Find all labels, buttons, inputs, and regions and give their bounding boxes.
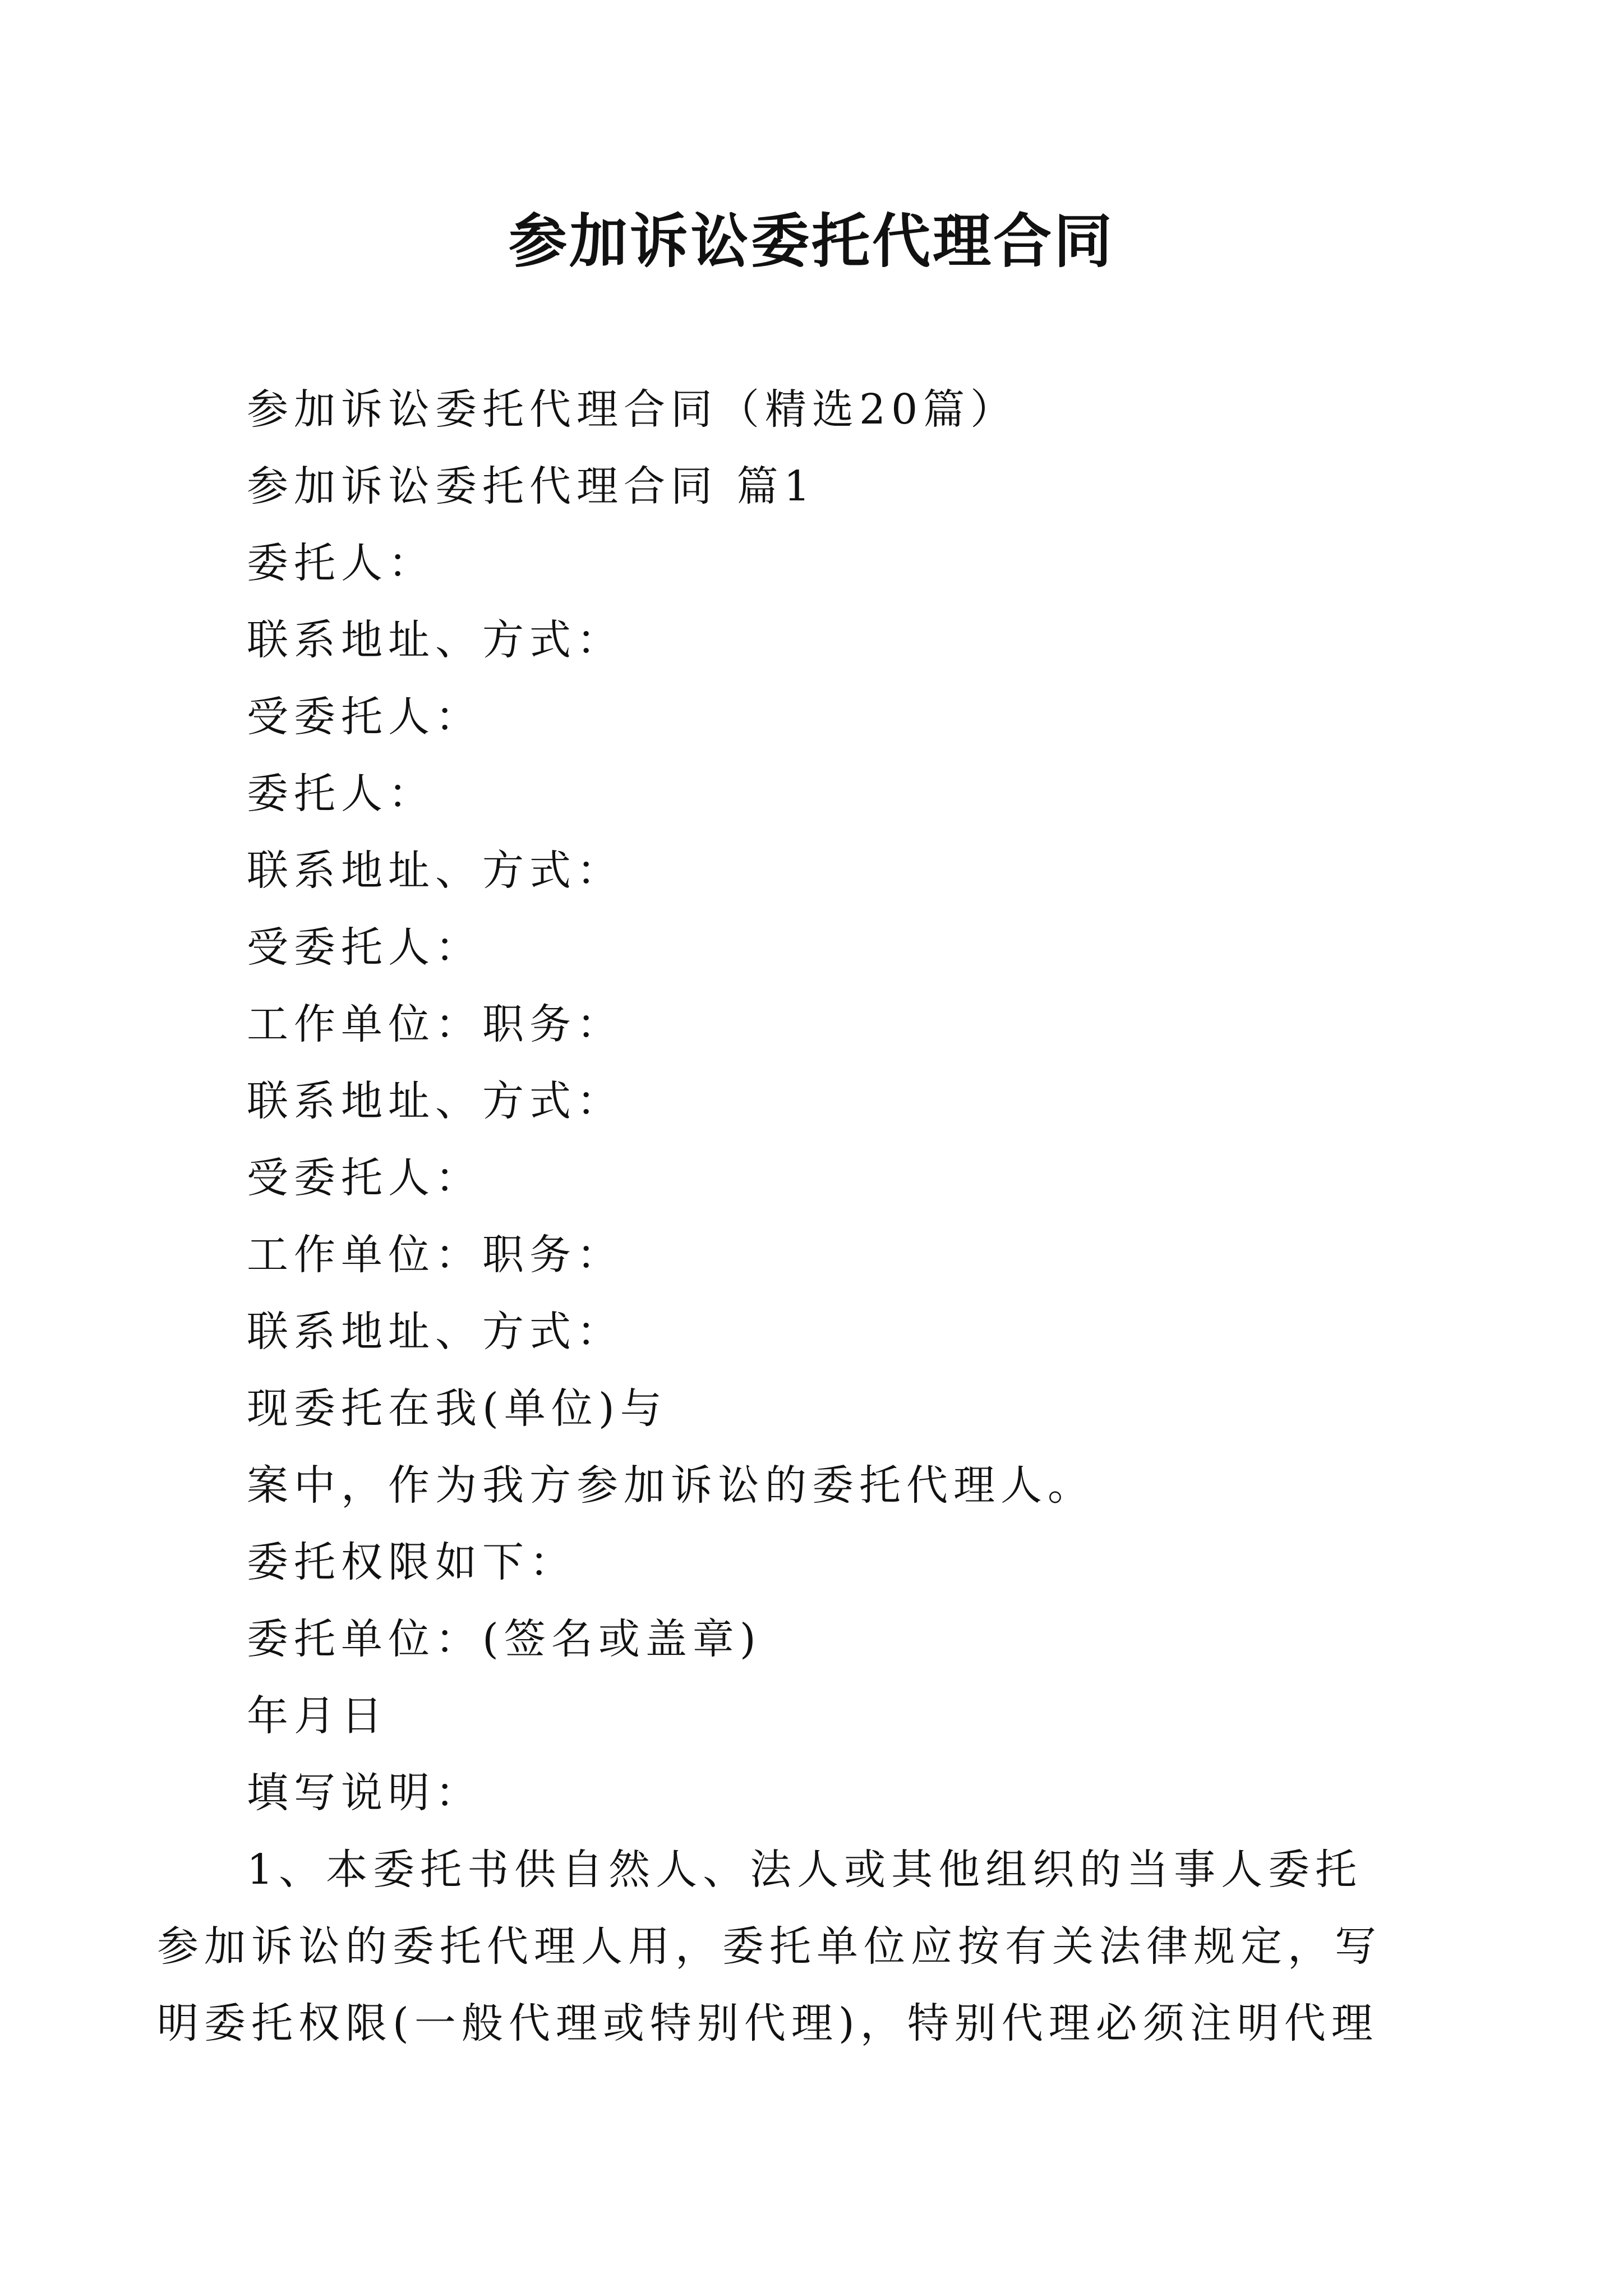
field-agent: 受委托人： [247,923,482,972]
field-contact: 联系地址、方式： [247,1308,624,1356]
field-contact: 联系地址、方式： [247,616,624,664]
paragraph-line: 明委托权限(一般代理或特别代理)，特别代理必须注明代理 [157,1999,1378,2047]
field-principal: 委托人： [247,539,435,587]
subtitle-line: 参加诉讼委托代理合同（精选20篇） [247,385,1018,434]
field-agent: 受委托人： [247,1154,482,1202]
field-employer-position: 工作单位：职务： [247,1000,624,1048]
instructions-paragraph [157,1832,1385,2062]
delegation-statement-cont: 案中，作为我方参加诉讼的委托代理人。 [247,1461,1095,1510]
instructions-heading: 填写说明： [247,1769,482,1817]
paragraph-line: 参加诉讼的委托代理人用，委托单位应按有关法律规定，写 [157,1922,1382,1971]
paragraph-line: 1、本委托书供自然人、法人或其他组织的当事人委托 [247,1846,1363,1894]
authority-heading: 委托权限如下： [247,1538,577,1586]
section-heading: 参加诉讼委托代理合同 篇1 [247,462,816,510]
delegation-statement: 现委托在我(单位)与 [247,1384,667,1433]
document-title: 参加诉讼委托代理合同 [508,207,1114,275]
field-employer-position: 工作单位：职务： [247,1231,624,1279]
field-agent: 受委托人： [247,693,482,741]
field-principal: 委托人： [247,770,435,818]
field-contact: 联系地址、方式： [247,846,624,895]
signature-field: 委托单位：(签名或盖章) [247,1615,762,1663]
document-body [157,371,1385,2062]
date-field: 年月日 [247,1692,388,1740]
field-contact: 联系地址、方式： [247,1077,624,1125]
